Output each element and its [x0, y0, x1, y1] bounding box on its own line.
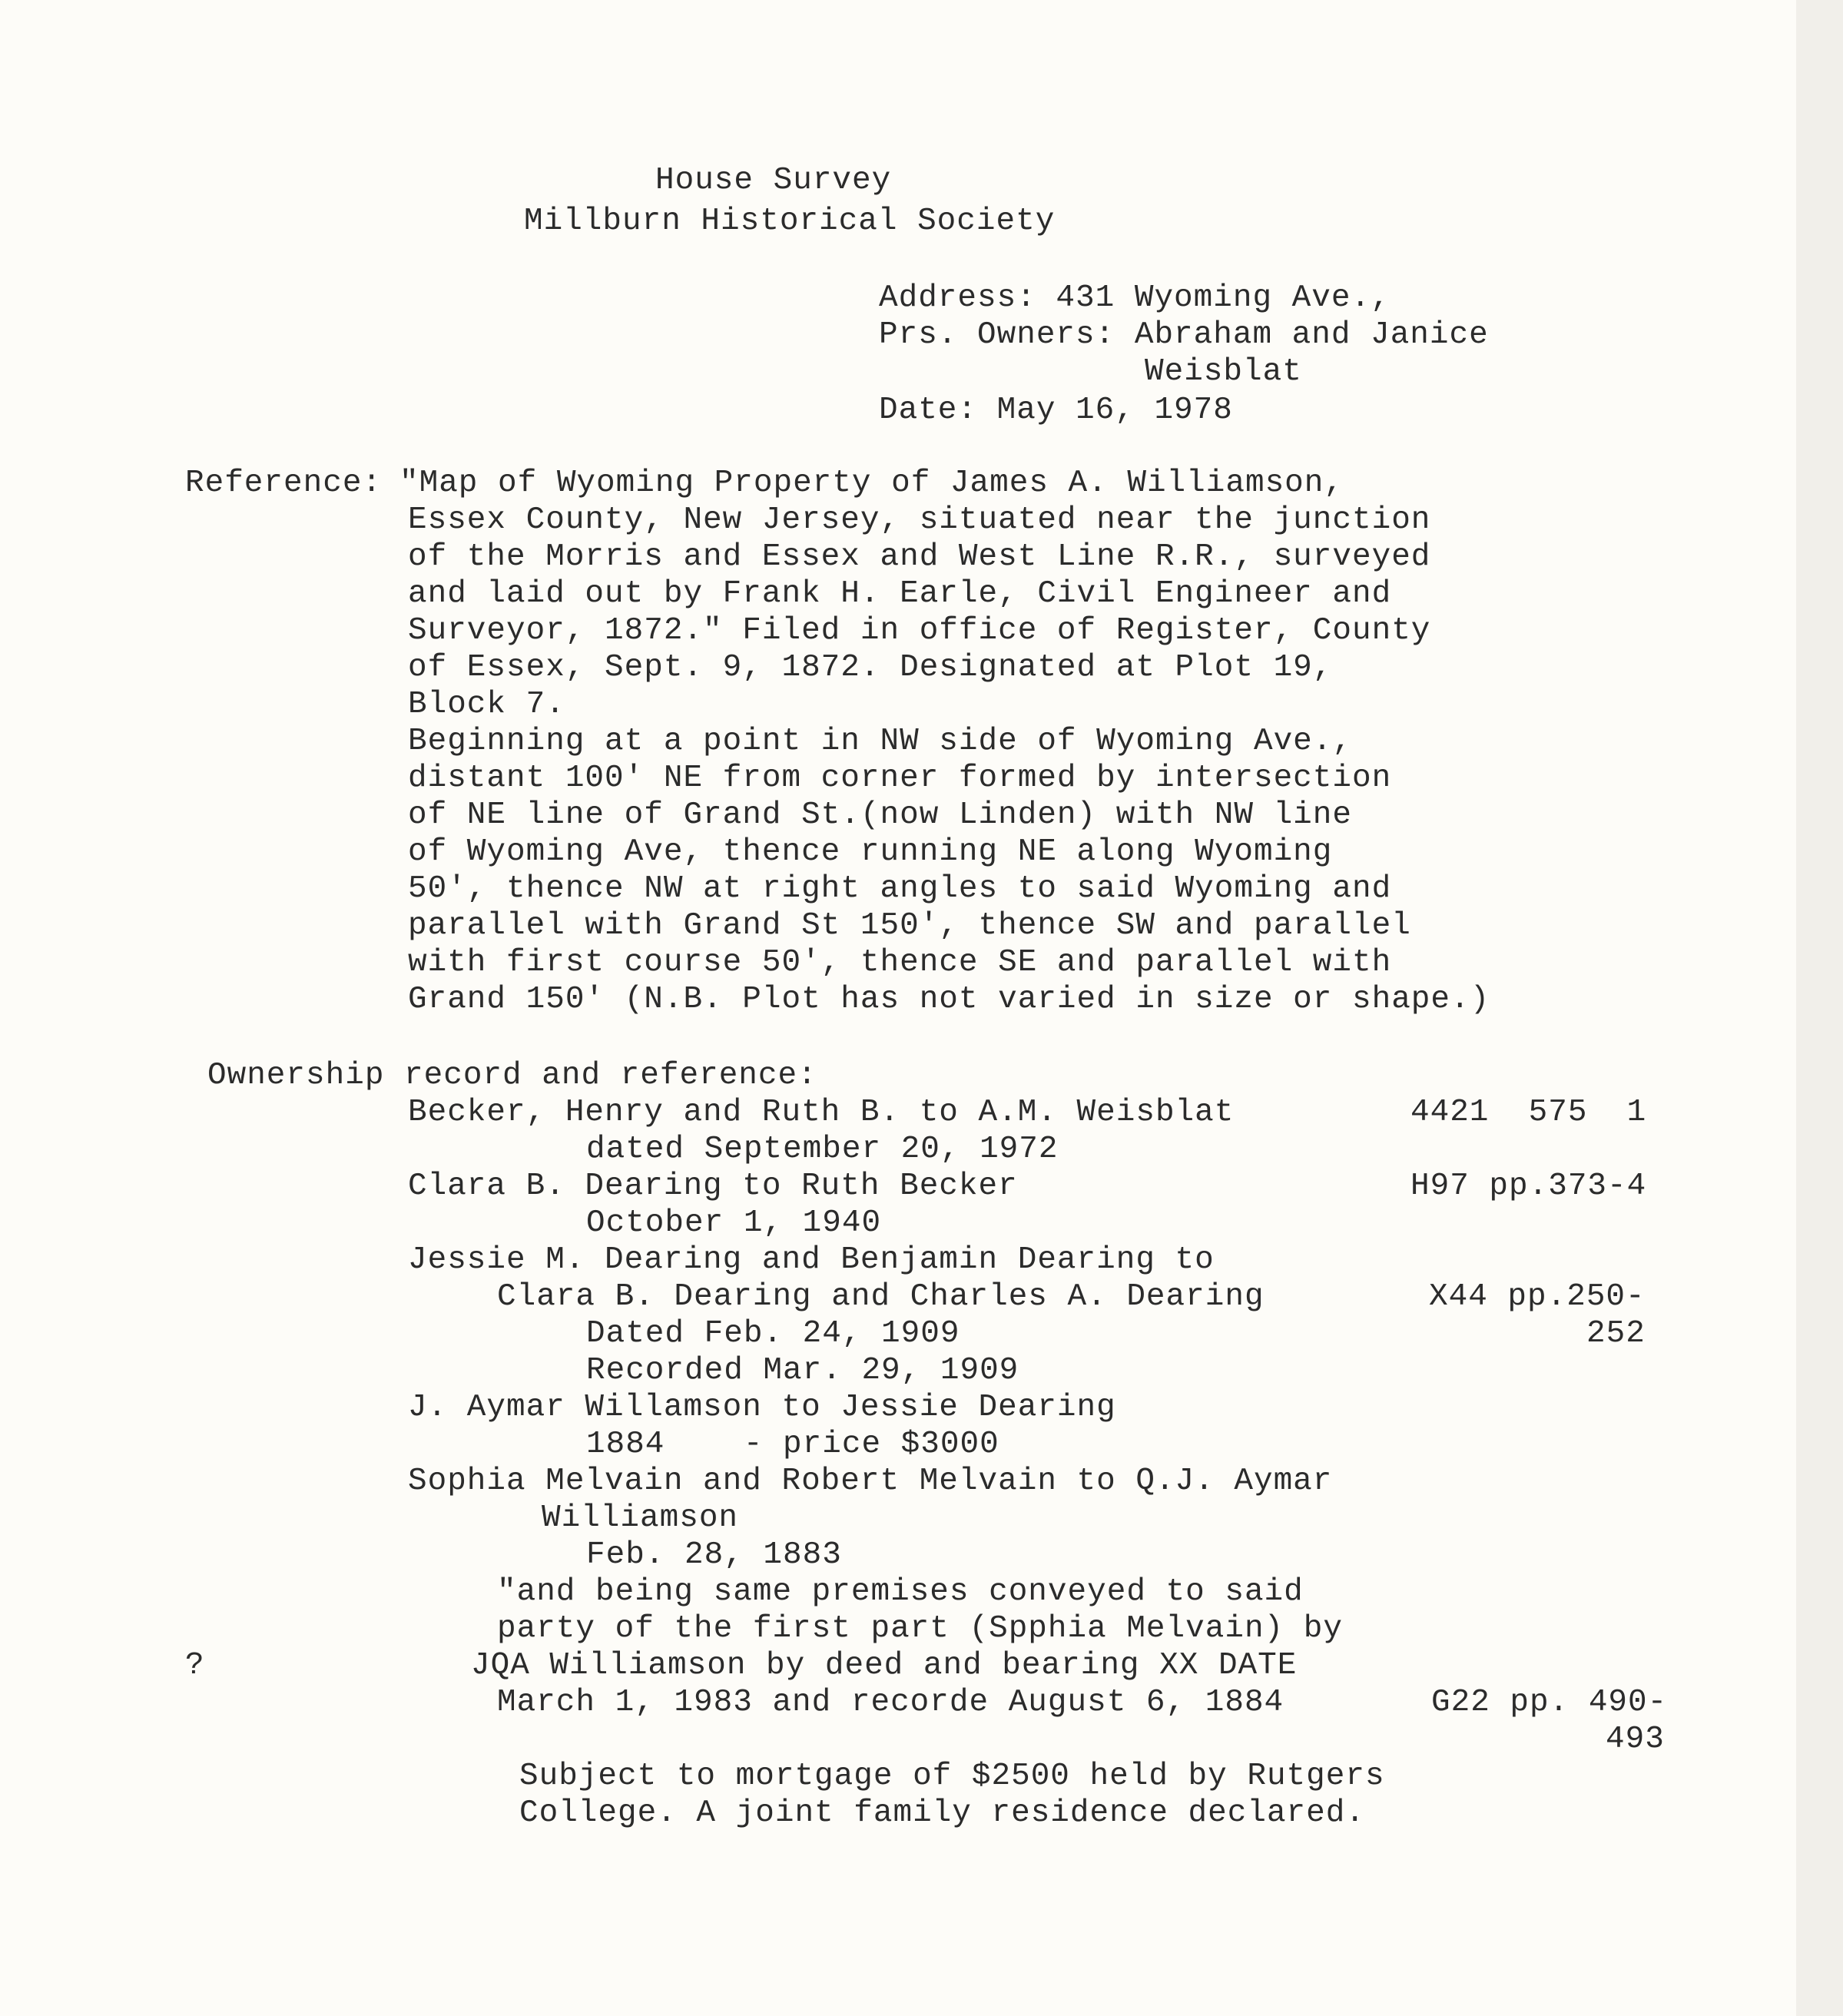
deed-reference: G22 pp. 490- — [1431, 1685, 1668, 1720]
owners-line-cont: Weisblat — [1145, 354, 1302, 390]
mortgage-line: College. A joint family residence declared. — [519, 1796, 1365, 1831]
description-line: distant 100' NE from corner formed by intersection — [408, 761, 1392, 796]
reference-line: "Map of Wyoming Property of James A. Williamson, — [399, 466, 1344, 501]
ownership-line: Sophia Melvain and Robert Melvain to Q.J. Aymar — [408, 1464, 1333, 1499]
description-line: parallel with Grand St 150', thence SW and parallel — [408, 908, 1411, 943]
survey-title: House Survey — [655, 163, 892, 198]
ownership-line: dated September 20, 1972 — [586, 1132, 1059, 1167]
ownership-line: Becker, Henry and Ruth B. to A.M. Weisblat — [408, 1095, 1235, 1130]
reference-line: Essex County, New Jersey, situated near the junction — [408, 502, 1431, 538]
description-line: 50', thence NW at right angles to said Wyoming and — [408, 871, 1392, 907]
ownership-line: 1884 - price $3000 — [586, 1427, 999, 1462]
deed-reference: X44 pp.250- — [1429, 1279, 1646, 1315]
ownership-line: Clara B. Dearing and Charles A. Dearing — [497, 1279, 1265, 1315]
description-line: with first course 50', thence SE and parallel with — [408, 945, 1392, 980]
reference-line: Block 7. — [408, 687, 565, 722]
reference-label: Reference: — [185, 466, 383, 501]
mortgage-line: Subject to mortgage of $2500 held by Rutgers — [519, 1759, 1385, 1794]
ownership-line: J. Aymar Willamson to Jessie Dearing — [408, 1390, 1116, 1425]
deed-reference-cont: 252 — [1586, 1316, 1646, 1351]
date-line: Date: May 16, 1978 — [879, 393, 1233, 428]
deed-reference-cont: 493 — [1606, 1722, 1665, 1757]
ownership-line: Recorded Mar. 29, 1909 — [586, 1353, 1019, 1388]
description-line: Beginning at a point in NW side of Wyoming Ave., — [408, 724, 1352, 759]
society-name: Millburn Historical Society — [524, 204, 1056, 239]
reference-line: of Essex, Sept. 9, 1872. Designated at Plot 19, — [408, 650, 1333, 685]
ownership-line: Feb. 28, 1883 — [586, 1537, 842, 1573]
quote-line: March 1, 1983 and recorde August 6, 1884 — [497, 1685, 1284, 1720]
ownership-heading: Ownership record and reference: — [207, 1058, 817, 1093]
description-line: of NE line of Grand St.(now Linden) with NW line — [408, 797, 1352, 833]
description-line: Grand 150' (N.B. Plot has not varied in size or shape.) — [408, 982, 1490, 1017]
quote-line: "and being same premises conveyed to said — [497, 1574, 1304, 1610]
ownership-line: October 1, 1940 — [586, 1205, 882, 1241]
quote-line: party of the first part (Spphia Melvain) by — [497, 1611, 1343, 1646]
reference-line: and laid out by Frank H. Earle, Civil Engineer and — [408, 576, 1392, 612]
reference-line: Surveyor, 1872." Filed in office of Register, County — [408, 613, 1431, 648]
ownership-line: Clara B. Dearing to Ruth Becker — [408, 1169, 1018, 1204]
ownership-line: Dated Feb. 24, 1909 — [586, 1316, 960, 1351]
reference-line: of the Morris and Essex and West Line R.R., surveyed — [408, 539, 1431, 575]
owners-line: Prs. Owners: Abraham and Janice — [879, 317, 1489, 353]
deed-reference: H97 pp.373-4 — [1410, 1169, 1647, 1204]
description-line: of Wyoming Ave, thence running NE along Wyoming — [408, 834, 1333, 870]
ownership-line: Jessie M. Dearing and Benjamin Dearing to — [408, 1242, 1215, 1278]
deed-reference: 4421 575 1 — [1410, 1095, 1647, 1130]
question-mark: ? — [185, 1648, 205, 1683]
quote-line: JQA Williamson by deed and bearing XX DATE — [471, 1648, 1298, 1683]
ownership-line: Williamson — [542, 1500, 739, 1536]
address-line: Address: 431 Wyoming Ave., — [879, 280, 1391, 316]
page-edge — [1796, 0, 1843, 2016]
